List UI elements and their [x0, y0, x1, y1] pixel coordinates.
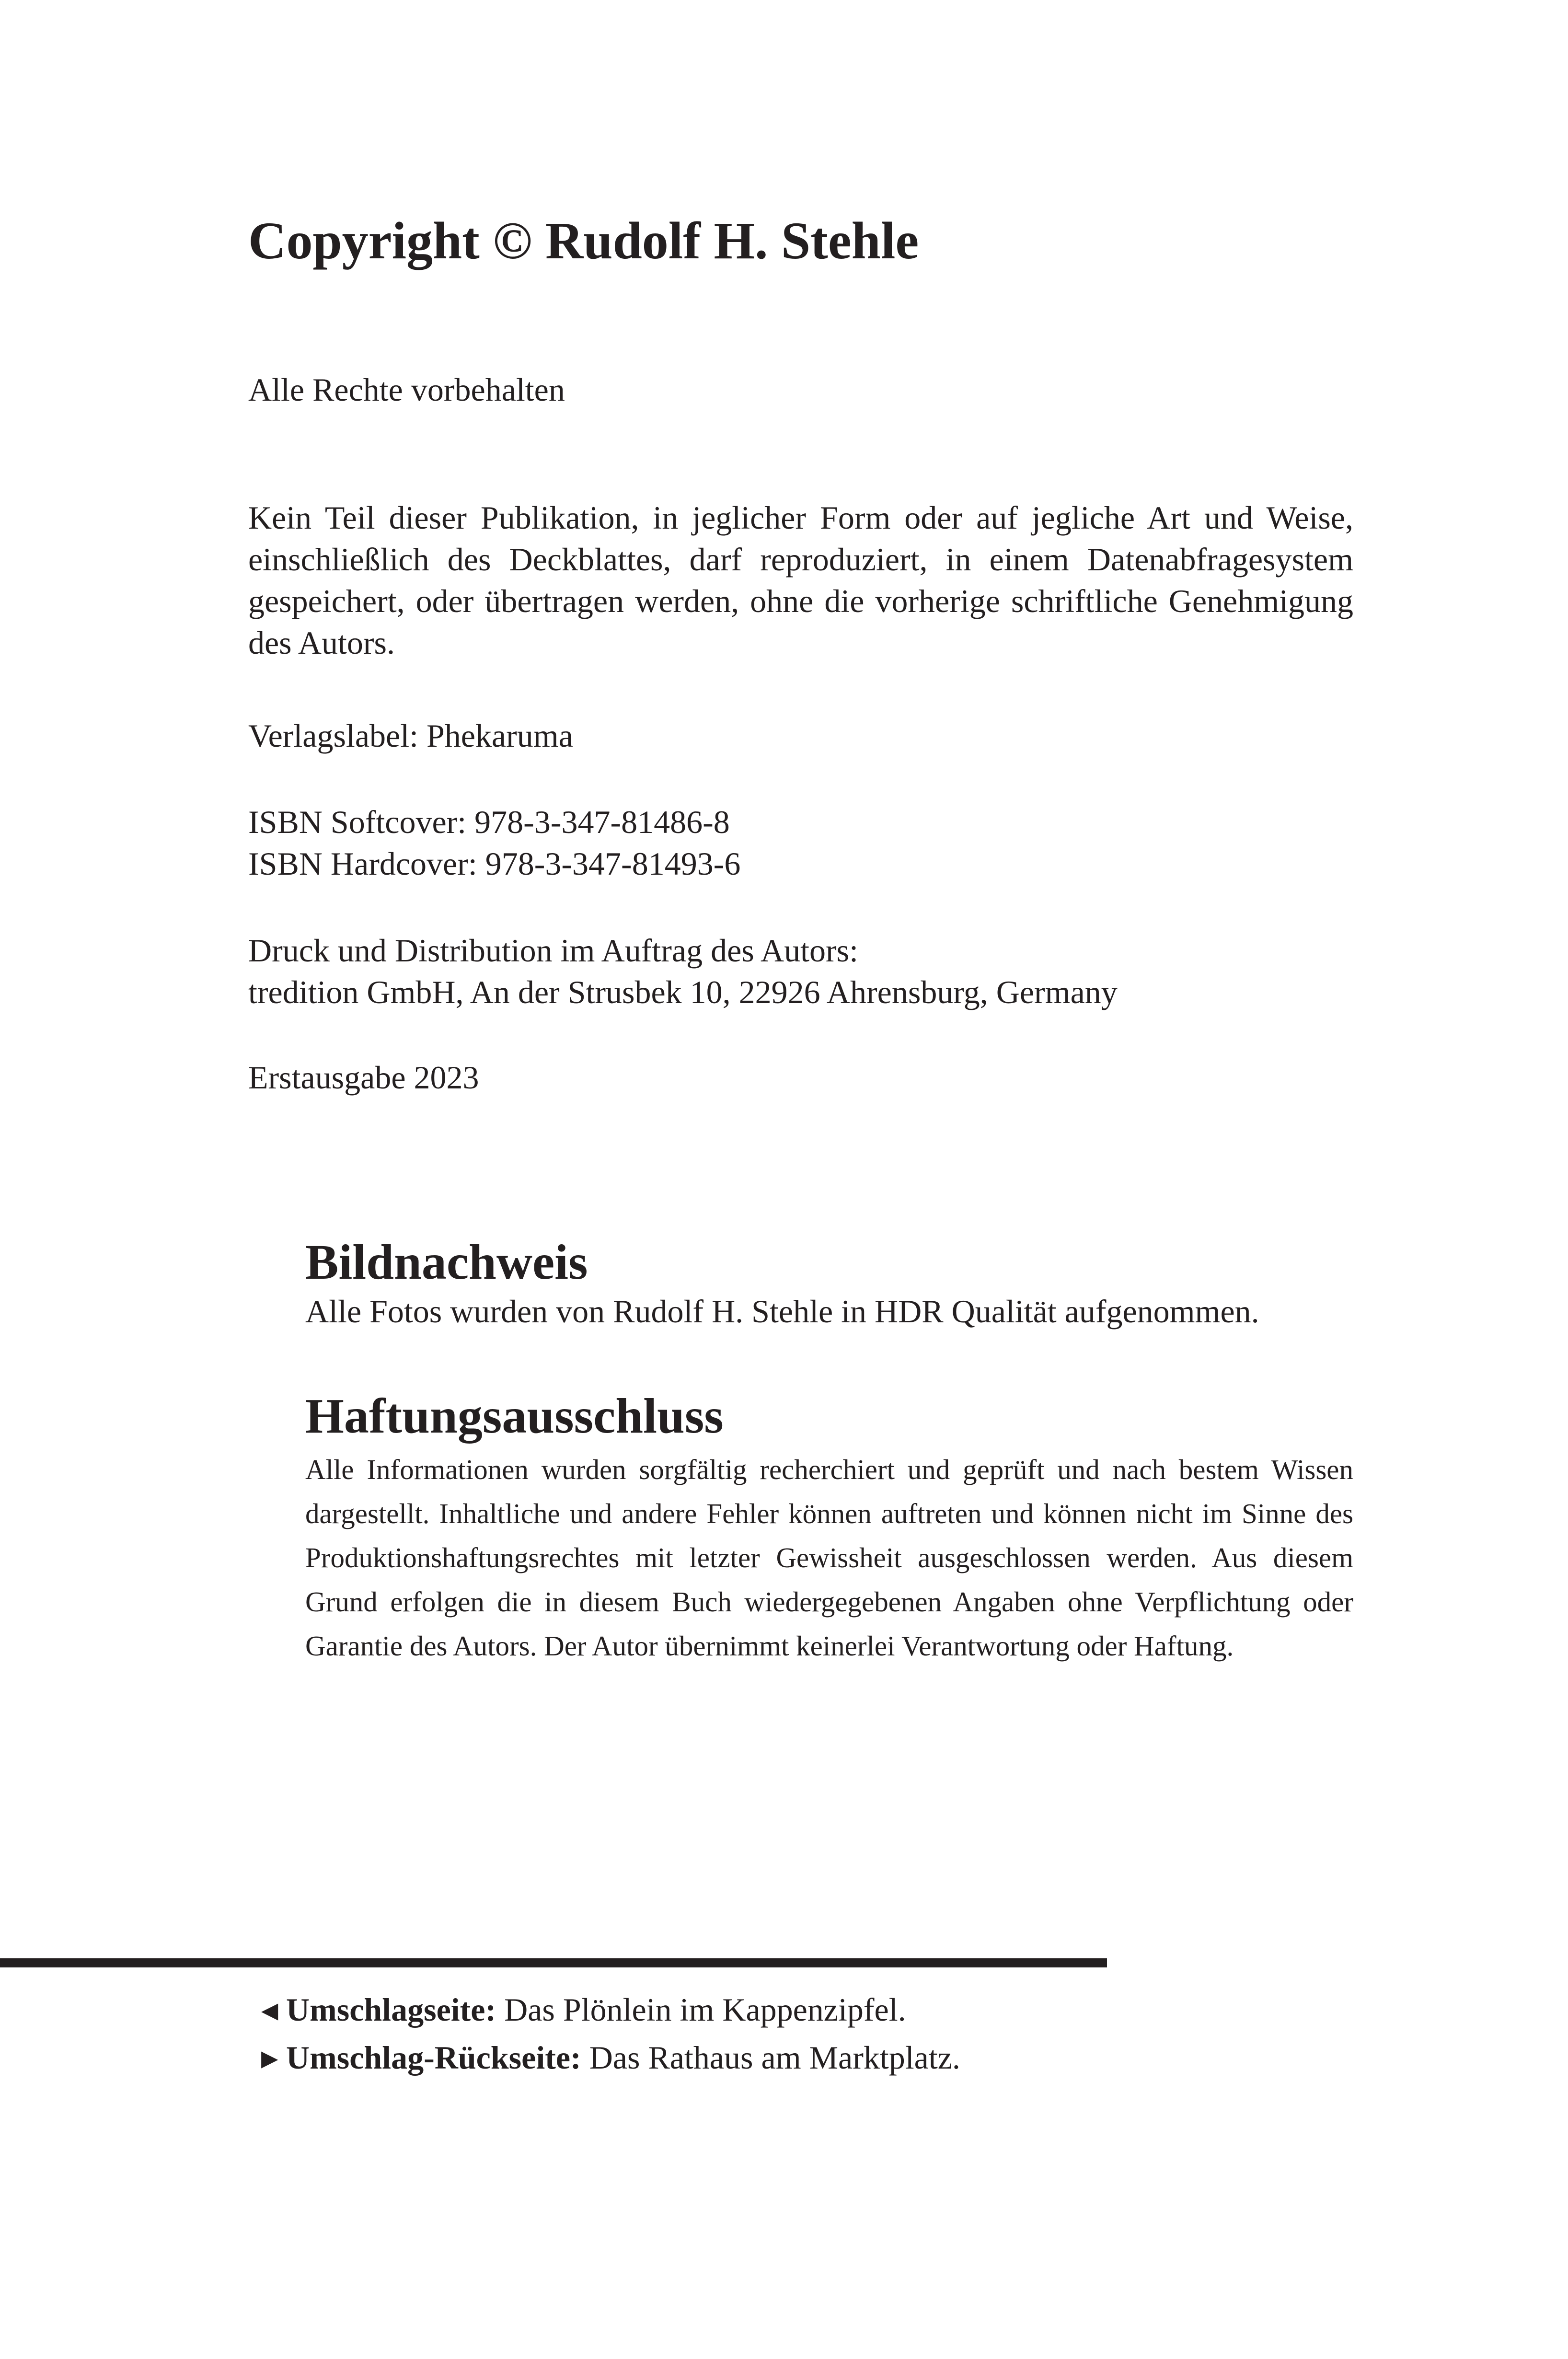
cover-front-label: Umschlagseite:	[286, 1991, 496, 2028]
disclaimer-heading: Haftungsausschluss	[305, 1388, 724, 1444]
picture-credits-text: Alle Fotos wurden von Rudolf H. Stehle in HDR Qualität aufgenommen.	[305, 1293, 1259, 1330]
page-title: Copyright © Rudolf H. Stehle	[248, 211, 919, 270]
cover-back-caption	[261, 2037, 960, 2079]
rights-reserved: Alle Rechte vorbehalten	[248, 371, 565, 408]
edition: Erstausgabe 2023	[248, 1059, 479, 1096]
divider-rule	[0, 1958, 1107, 1967]
arrow-right-icon: ▶	[261, 2046, 278, 2070]
cover-back-value: Das Rathaus am Marktplatz.	[589, 2039, 960, 2076]
isbn-hardcover: ISBN Hardcover: 978-3-347-81493-6	[248, 845, 741, 882]
isbn-softcover: ISBN Softcover: 978-3-347-81486-8	[248, 804, 730, 840]
publisher-label: Verlagslabel: Phekaruma	[248, 717, 573, 754]
disclaimer-text: Alle Informationen wurden sorgfältig recherchiert und geprüft und nach bestem Wissen dargestellt. Inhaltliche und andere Fehler können auftreten und können nicht im Sinne des Produktionshaftungsrechtes mit letzter Gewissheit ausgeschlossen werden. Aus diesem Grund erfolgen die in diesem Buch wiedergegebenen Angaben ohne Verpflichtung oder Garantie des Autors. Der Autor übernimmt keinerlei Verantwortung oder Haftung.	[305, 1454, 1353, 1662]
legal-notice: Kein Teil dieser Publikation, in jeglicher Form oder auf jegliche Art und Weise, einschließlich des Deckblattes, darf reproduziert, in einem Datenabfragesystem gespeichert, oder übertragen werden, ohne die vorherige schriftliche Genehmigung des Autors.	[248, 499, 1353, 661]
picture-credits-heading: Bildnachweis	[305, 1235, 588, 1290]
cover-back-label: Umschlag-Rückseite:	[286, 2039, 581, 2076]
distribution-line-1: Druck und Distribution im Auftrag des Autors:	[248, 932, 859, 969]
arrow-left-icon: ◀	[261, 1998, 278, 2023]
distribution-line-2: tredition GmbH, An der Strusbek 10, 22926 Ahrensburg, Germany	[248, 974, 1118, 1010]
cover-front-caption	[261, 1989, 906, 2031]
cover-front-value: Das Plönlein im Kappenzipfel.	[504, 1991, 906, 2028]
